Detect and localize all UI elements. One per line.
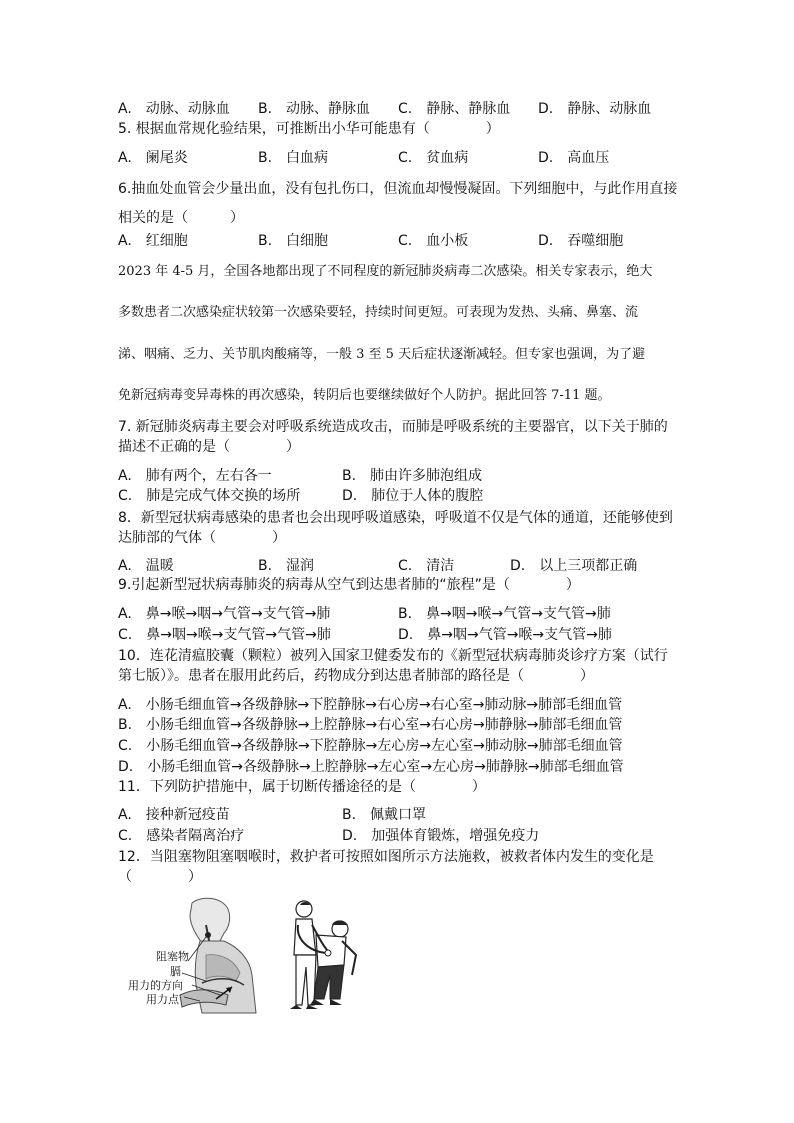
q5-option-d: D. 高血压 xyxy=(538,150,610,166)
q9-option-b: B. 鼻→咽→喉→气管→支气管→肺 xyxy=(398,606,611,622)
q7-stem-line2: 描述不正确的是（ ） xyxy=(118,439,300,455)
q12-stem-line1: 12．当阻塞物阻塞咽喉时，救护者可按照如图所示方法施救，被救者体内发生的变化是 xyxy=(118,849,654,865)
q10-option-a: A. 小肠毛细血管→各级静脉→下腔静脉→右心房→右心室→肺动脉→肺部毛细血管 xyxy=(118,697,623,713)
q9-option-d: D. 鼻→咽→气管→喉→支气管→肺 xyxy=(398,627,612,643)
q5-option-c: C. 贫血病 xyxy=(398,150,469,166)
q8-option-a: A. 温暖 xyxy=(118,558,174,574)
q9-stem: 9.引起新型冠状病毒肺炎的病毒从空气到达患者肺的“旅程”是（ ） xyxy=(118,577,580,593)
q4-option-c: C. 静脉、静脉血 xyxy=(398,101,511,117)
q8-option-b: B. 湿润 xyxy=(258,558,315,574)
q5-option-b: B. 白血病 xyxy=(258,150,329,166)
q11-option-c: C. 感染者隔离治疗 xyxy=(118,828,245,844)
label-force-point: 用力点 xyxy=(146,993,179,1006)
q8-stem-line1: 8．新型冠状病毒感染的患者也会出现呼吸道感染，呼吸道不仅是气体的通道，还能够使到 xyxy=(118,510,673,526)
q6-option-c: C. 血小板 xyxy=(398,233,469,249)
passage-line3: 涕、咽痛、乏力、关节肌肉酸痛等，一般 3 至 5 天后症状逐渐减轻。但专家也强调，为了避 xyxy=(118,347,646,362)
q4-option-a: A. 动脉、动脉血 xyxy=(118,101,230,117)
q9-option-c: C. 鼻→咽→喉→支气管→气管→肺 xyxy=(118,627,331,643)
q10-stem-line1: 10．连花清瘟胶囊（颗粒）被列入国家卫健委发布的《新型冠状病毒肺炎诊疗方案（试行 xyxy=(118,648,668,664)
passage-line1: 2023 年 4-5 月，全国各地都出现了不同程度的新冠肺炎病毒二次感染。相关专家表示，绝大 xyxy=(118,264,653,279)
q6-option-b: B. 白细胞 xyxy=(258,233,329,249)
q4-option-d: D. 静脉、动脉血 xyxy=(538,101,652,117)
q6-stem-line2: 相关的是（ ） xyxy=(118,210,244,226)
q8-stem-line2: 达肺部的气体（ ） xyxy=(118,530,286,546)
q5-option-a: A. 阑尾炎 xyxy=(118,150,188,166)
q7-option-a: A. 肺有两个，左右各一 xyxy=(118,468,272,484)
q7-option-c: C. 肺是完成气体交换的场所 xyxy=(118,488,301,504)
label-obstruction: 阻塞物 xyxy=(156,950,189,963)
q7-option-d: D. 肺位于人体的腹腔 xyxy=(342,488,484,504)
q8-option-c: C. 清洁 xyxy=(398,558,455,574)
q11-option-d: D. 加强体育锻炼，增强免疫力 xyxy=(342,828,540,844)
q6-option-d: D. 吞噬细胞 xyxy=(538,233,624,249)
q12-stem-line2: （ ） xyxy=(118,869,202,885)
q9-option-a: A. 鼻→喉→咽→气管→支气管→肺 xyxy=(118,606,331,622)
q10-stem-line2: 第七版）》。患者在服用此药后，药物成分到达患者肺部的路径是（ ） xyxy=(118,668,594,684)
label-diaphragm: 膈 xyxy=(170,965,181,978)
q10-option-b: B. 小肠毛细血管→各级静脉→上腔静脉→右心室→右心房→肺静脉→肺部毛细血管 xyxy=(118,717,623,733)
q10-option-c: C. 小肠毛细血管→各级静脉→下腔静脉→左心房→左心室→肺动脉→肺部毛细血管 xyxy=(118,738,623,754)
q11-option-a: A. 接种新冠疫苗 xyxy=(118,807,230,823)
q7-option-b: B. 肺由许多肺泡组成 xyxy=(342,468,483,484)
label-force-direction: 用力的方向 xyxy=(128,979,183,992)
q6-option-a: A. 红细胞 xyxy=(118,233,188,249)
q5-stem: 5. 根据血常规化验结果，可推断出小华可能患有（ ） xyxy=(118,121,500,137)
q11-option-b: B. 佩戴口罩 xyxy=(342,807,427,823)
rescue-illustration xyxy=(282,895,364,1013)
q8-option-d: D. 以上三项都正确 xyxy=(510,558,638,574)
q7-stem-line1: 7. 新冠肺炎病毒主要会对呼吸系统造成攻击，而肺是呼吸系统的主要器官，以下关于肺的 xyxy=(118,419,668,435)
heimlich-rescue-figure xyxy=(282,895,364,1013)
q4-option-b: B. 动脉、静脉血 xyxy=(258,101,371,117)
q6-stem-line1: 6.抽血处血管会少量出血，没有包扎伤口，但流血却慢慢凝固。下列细胞中，与此作用直接 xyxy=(118,181,678,197)
q11-stem: 11．下列防护措施中，属于切断传播途径的是（ ） xyxy=(118,779,486,795)
passage-line2: 多数患者二次感染症状较第一次感染要轻，持续时间更短。可表现为发热、头痛、鼻塞、流 xyxy=(118,305,639,320)
q10-option-d: D. 小肠毛细血管→各级静脉→上腔静脉→左心室→左心房→肺静脉→肺部毛细血管 xyxy=(118,759,624,775)
passage-line4: 免新冠病毒变异毒株的再次感染，转阴后也要继续做好个人防护。据此回答 7-11 题。 xyxy=(118,388,611,403)
